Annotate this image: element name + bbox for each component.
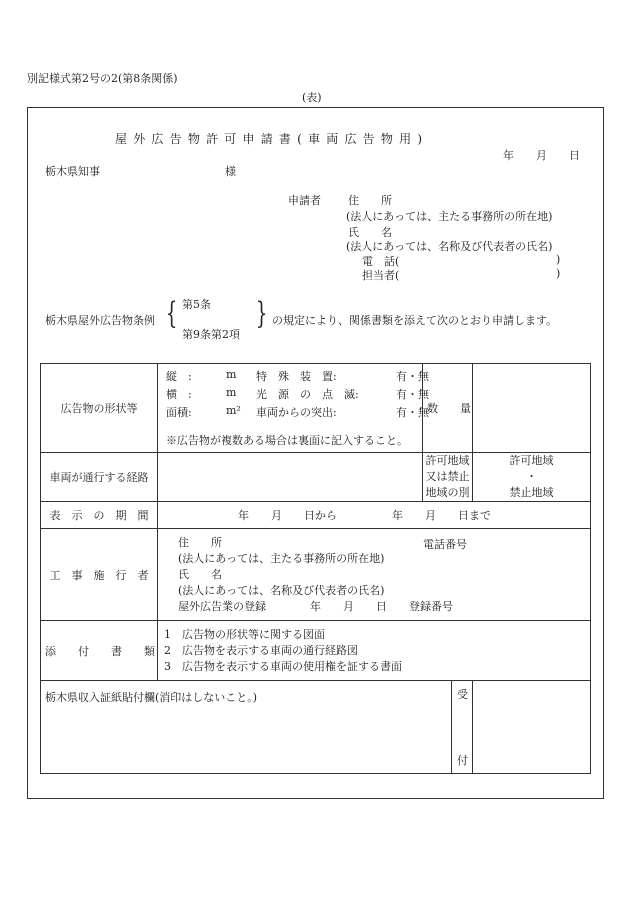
receipt-top: 受: [457, 688, 468, 701]
quantity-label: 数 量: [423, 364, 473, 453]
attachment-item-3: 3 広告物を表示する車両の使用権を証する書面: [164, 659, 402, 673]
applicant-contact-field[interactable]: 担当者(: [362, 269, 400, 282]
shape-cell[interactable]: [158, 364, 429, 453]
statement-text: の規定により、関係書類を添えて次のとおり申請します。: [272, 314, 558, 327]
applicant-name-field[interactable]: 氏 名: [348, 226, 392, 239]
route-label: 車両が通行する経路: [41, 453, 158, 502]
area-type-line-1: 許可地域: [425, 454, 470, 467]
shape-area-label: 面積:: [166, 406, 192, 419]
applicant-address-field[interactable]: 住 所: [348, 194, 392, 207]
area-type-line-2: 又は禁止: [425, 470, 470, 483]
contractor-name-note: (法人にあっては、名称及び代表者の氏名): [178, 583, 385, 597]
shape-note: ※広告物が複数ある場合は裏面に記入すること。: [166, 434, 408, 447]
form-title: 屋 外 広 告 物 許 可 申 請 書 ( 車 両 広 告 物 用 ): [115, 132, 424, 146]
addressee: 栃木県知事: [45, 165, 100, 178]
article-5: 第5条: [182, 298, 211, 311]
side-label: (表): [302, 91, 322, 104]
area-type-choice[interactable]: [473, 453, 591, 502]
route-cell[interactable]: [158, 453, 423, 502]
shape-grid: [166, 368, 429, 420]
applicant-label: 申請者: [288, 194, 321, 207]
area-type-label: [423, 453, 473, 502]
stamp-area[interactable]: [41, 681, 473, 774]
applicant-name-note: (法人にあっては、名称及び代表者の氏名): [346, 240, 553, 253]
attachment-item-2: 2 広告物を表示する車両の通行経路図: [164, 643, 358, 657]
application-table: [40, 363, 591, 774]
area-separator: ・: [526, 470, 537, 483]
vehicle-protrusion-label: 車両からの突出:: [256, 406, 337, 419]
date-line: 年 月 日: [503, 149, 580, 162]
light-blink-label: 光 源 の 点 滅:: [256, 388, 359, 401]
shape-area-unit: m²: [226, 404, 241, 417]
honorific: 様: [225, 165, 236, 178]
form-number: 別記様式第2号の2(第8条関係): [27, 72, 178, 85]
prohibited-area-option: 禁止地域: [509, 486, 554, 499]
period-cell[interactable]: 年 月 日から 年 月 日まで: [158, 502, 591, 529]
special-device-label: 特 殊 装 置:: [256, 370, 337, 383]
stamp-label: 栃木県収入証紙貼付欄(消印はしないこと。): [45, 691, 258, 704]
applicant-phone-close: ): [556, 253, 561, 266]
receipt-column: [451, 680, 473, 774]
contractor-name: 氏 名: [178, 567, 222, 581]
contractor-phone: 電話番号: [423, 538, 467, 551]
area-type-line-3: 地域の別: [425, 486, 470, 499]
attachments-row: [41, 621, 591, 681]
shape-width-unit: m: [226, 386, 237, 399]
applicant-phone-field[interactable]: 電 話(: [362, 255, 400, 268]
ordinance-name: 栃木県屋外広告物条例: [45, 314, 155, 327]
applicant-contact-close: ): [556, 267, 561, 280]
shape-label: 広告物の形状等: [41, 364, 158, 453]
shape-height-label: 縦 :: [166, 370, 192, 383]
attachments-cell: [158, 621, 591, 681]
contractor-registration: 屋外広告業の登録 年 月 日 登録番号: [178, 599, 453, 613]
contractor-row: [41, 529, 591, 621]
light-blink-choice[interactable]: 有・無: [396, 388, 429, 401]
shape-row: [41, 364, 591, 453]
special-device-choice[interactable]: 有・無: [396, 370, 429, 383]
stamp-row: [41, 681, 591, 774]
attachment-item-1: 1 広告物の形状等に関する図面: [164, 627, 325, 641]
right-brace: }: [255, 296, 268, 331]
period-label: 表 示 の 期 間: [41, 502, 158, 529]
contractor-label: 工 事 施 行 者: [41, 529, 158, 621]
route-row: [41, 453, 591, 502]
shape-width-label: 横 :: [166, 388, 192, 401]
permitted-area-option: 許可地域: [509, 454, 554, 467]
period-row: [41, 502, 591, 529]
vehicle-protrusion-choice[interactable]: 有・無: [396, 406, 429, 419]
contractor-address-note: (法人にあっては、主たる事務所の所在地): [178, 551, 385, 565]
contractor-address: 住 所: [178, 535, 222, 549]
applicant-address-note: (法人にあっては、主たる事務所の所在地): [346, 210, 553, 223]
contractor-cell[interactable]: [158, 529, 591, 621]
article-9-2: 第9条第2項: [182, 328, 240, 341]
quantity-cell[interactable]: [473, 364, 591, 453]
receipt-stamp-cell[interactable]: [473, 681, 591, 774]
receipt-bottom: 付: [457, 754, 468, 767]
left-brace: {: [165, 296, 178, 331]
attachments-label: 添 付 書 類: [41, 621, 158, 681]
shape-height-unit: m: [226, 368, 237, 381]
